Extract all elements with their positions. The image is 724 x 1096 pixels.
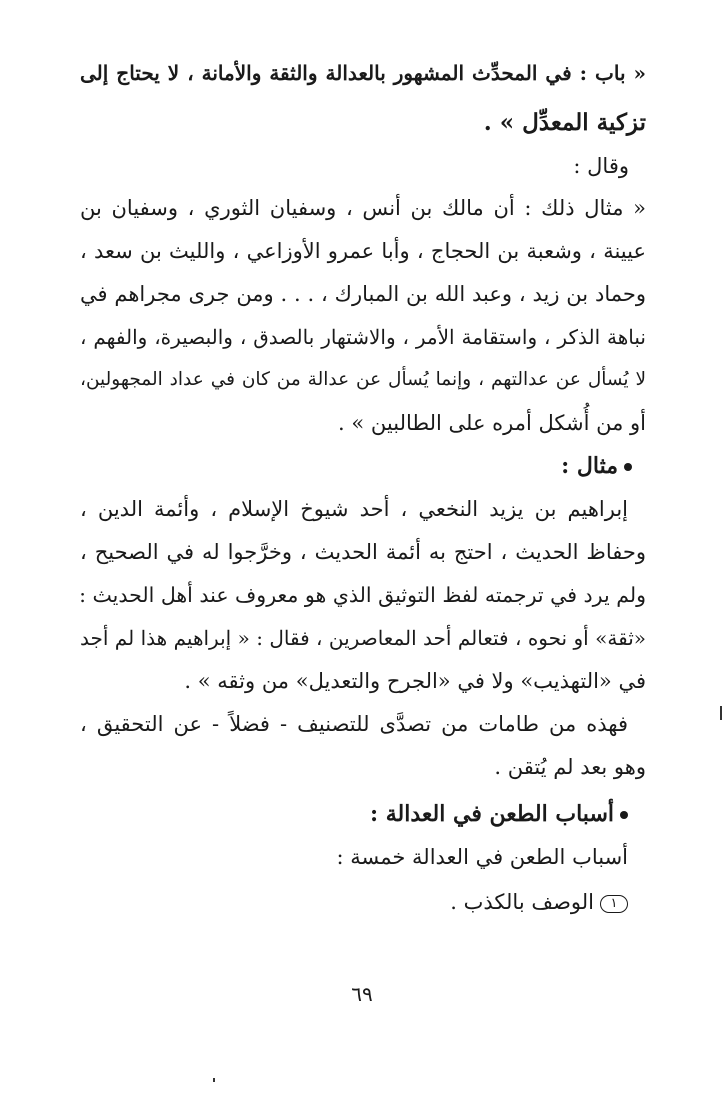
example-line-3: ولم يرد في ترجمته لفظ التوثيق الذي هو معروف عند أهل الحديث : [79,583,646,607]
section-heading [62,799,628,829]
list-number-badge: ١ [600,895,628,913]
comment-line-2: وهو بعد لم يُتقن . [494,755,646,779]
quote-line-3: وحماد بن زيد ، وعبد الله بن المبارك ، . . . ومن جرى مجراهم في [80,282,646,306]
list-item-text: الوصف بالكذب . [450,890,594,914]
page-number: ٦٩ [351,982,373,1006]
example-line-1: إبراهيم بن يزيد النخعي ، أحد شيوخ الإسلام ، وأئمة الدين ، [80,497,628,521]
section-heading-text: أسباب الطعن في العدالة : [369,801,614,827]
example-line-2: وحفاظ الحديث ، احتج به أئمة الحديث ، وخرَّجوا له في الصحيح ، [80,540,646,564]
example-heading [66,451,632,481]
section-intro: أسباب الطعن في العدالة خمسة : [336,845,628,869]
example-heading-text: مثال : [561,453,618,479]
quote-line-6: أو من أُشكل أمره على الطالبين » . [338,411,646,435]
scan-edge-mark [720,706,722,720]
quote-line-4: نباهة الذكر ، واستقامة الأمر ، والاشتهار بالصدق ، والبصيرة، والفهم ، [80,325,646,349]
quote-intro: وقال : [573,154,629,178]
quote-line-5: لا يُسأل عن عدالتهم ، وإنما يُسأل عن عدالة من كان في عداد المجهولين، [80,369,646,390]
bullet-icon [620,811,628,819]
list-item-1 [62,887,628,917]
comment-line-1: فهذه من طامات من تصدَّى للتصنيف - فضلاً - عن التحقيق ، [80,712,628,736]
chapter-title-line-1: « باب : في المحدِّث المشهور بالعدالة والثقة والأمانة ، لا يحتاج إلى [80,61,646,85]
example-line-5: في «التهذيب» ولا في «الجرح والتعديل» من وثقه » . [184,669,646,693]
example-line-4: «ثقة» أو نحوه ، فتعالم أحد المعاصرين ، فقال : « إبراهيم هذا لم أجد [80,626,646,650]
quote-line-2: عيينة ، وشعبة بن الحجاج ، وأبا عمرو الأوزاعي ، والليث بن سعد ، [80,239,646,263]
scan-speck [213,1078,215,1082]
bullet-icon [624,463,632,471]
quote-line-1: « مثال ذلك : أن مالك بن أنس ، وسفيان الثوري ، وسفيان بن [80,196,646,220]
chapter-title-line-2: تزكية المعدِّل » . [483,109,646,136]
